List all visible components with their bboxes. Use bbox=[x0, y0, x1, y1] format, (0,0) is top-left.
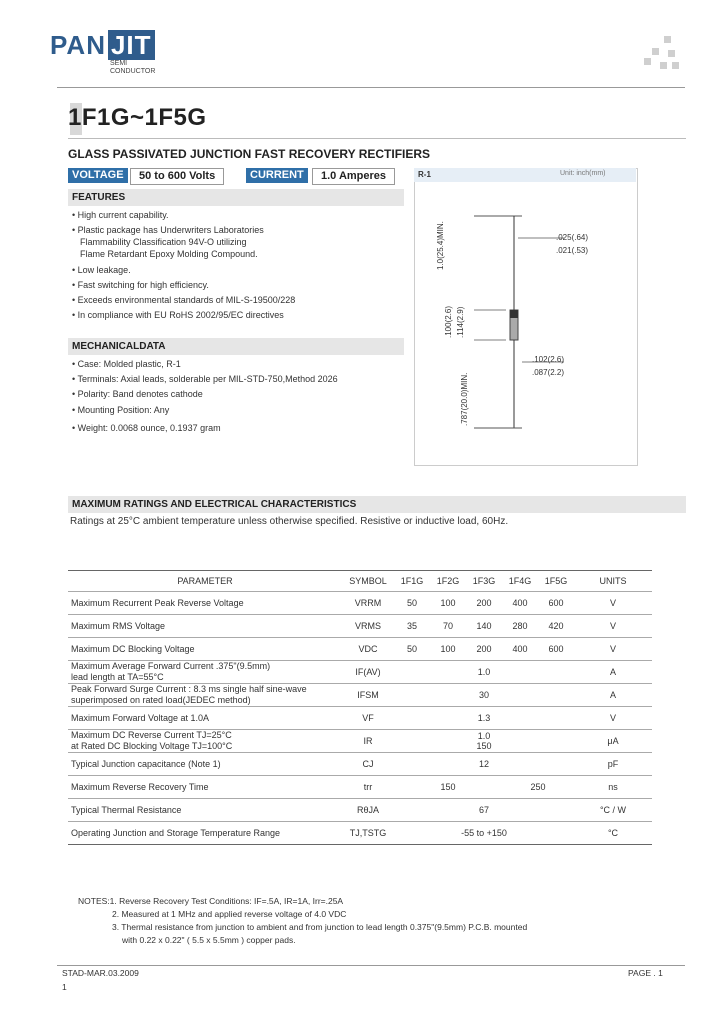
value-cell: 100 bbox=[430, 638, 466, 661]
table-row bbox=[68, 615, 652, 638]
col-header: UNITS bbox=[574, 571, 652, 592]
symbol-cell: IFSM bbox=[342, 684, 394, 707]
feature-item: • In compliance with EU RoHS 2002/95/EC directives bbox=[72, 310, 284, 320]
table-row bbox=[68, 707, 652, 730]
table-row bbox=[68, 638, 652, 661]
part-number: 1F1G~1F5G bbox=[68, 104, 207, 131]
dim-body-dia-a: .102(2.6) bbox=[532, 355, 565, 364]
unit-cell: V bbox=[574, 592, 652, 615]
value-cell: -55 to +150 bbox=[394, 822, 574, 845]
value-cell: 35 bbox=[394, 615, 430, 638]
mechanical-item: • Weight: 0.0068 ounce, 0.1937 gram bbox=[72, 423, 221, 433]
notes-block bbox=[78, 895, 527, 947]
unit-cell: μA bbox=[574, 730, 652, 753]
param-cell: Maximum Recurrent Peak Reverse Voltage bbox=[68, 592, 342, 615]
table-row bbox=[68, 730, 652, 753]
doc-subtitle: GLASS PASSIVATED JUNCTION FAST RECOVERY RECTIFIERS bbox=[68, 147, 431, 161]
dim-body-len-b: .114(2.9) bbox=[456, 306, 465, 338]
col-header: 1F1G bbox=[394, 571, 430, 592]
value-cell: 280 bbox=[502, 615, 538, 638]
ratings-table bbox=[68, 570, 652, 845]
col-header: SYMBOL bbox=[342, 571, 394, 592]
mechanical-item: • Terminals: Axial leads, solderable per MIL-STD-750,Method 2026 bbox=[72, 374, 338, 384]
param-cell: Maximum DC Blocking Voltage bbox=[68, 638, 342, 661]
feature-item: • Exceeds environmental standards of MIL-S-19500/228 bbox=[72, 295, 296, 305]
symbol-cell: TJ,TSTG bbox=[342, 822, 394, 845]
dim-body-len-a: .100(2.6) bbox=[444, 305, 453, 338]
value-cell: 50 bbox=[394, 592, 430, 615]
unit-cell: V bbox=[574, 707, 652, 730]
symbol-cell: VRMS bbox=[342, 615, 394, 638]
param-cell: Operating Junction and Storage Temperature Range bbox=[68, 822, 342, 845]
unit-cell: V bbox=[574, 615, 652, 638]
dim-body-dia-b: .087(2.2) bbox=[532, 368, 565, 377]
param-cell: Typical Junction capacitance (Note 1) bbox=[68, 753, 342, 776]
header-rule bbox=[57, 87, 685, 88]
symbol-cell: VF bbox=[342, 707, 394, 730]
table-row bbox=[68, 661, 652, 684]
note-line: with 0.22 x 0.22" ( 5.5 x 5.5mm ) copper pads. bbox=[122, 935, 296, 945]
symbol-cell: VDC bbox=[342, 638, 394, 661]
unit-cell: A bbox=[574, 684, 652, 707]
feature-item: Flame Retardant Epoxy Molding Compound. bbox=[80, 249, 258, 259]
symbol-cell: VRRM bbox=[342, 592, 394, 615]
col-header: PARAMETER bbox=[68, 571, 342, 592]
feature-item: • Low leakage. bbox=[72, 265, 131, 275]
col-header: 1F4G bbox=[502, 571, 538, 592]
value-cell: 12 bbox=[394, 753, 574, 776]
footer-rule bbox=[57, 965, 685, 966]
table-row bbox=[68, 822, 652, 845]
unit-cell: pF bbox=[574, 753, 652, 776]
value-cell: 420 bbox=[538, 615, 574, 638]
current-label: CURRENT bbox=[246, 168, 308, 183]
package-units: Unit: inch(mm) bbox=[560, 170, 606, 177]
value-cell: 100 bbox=[430, 592, 466, 615]
table-row bbox=[68, 753, 652, 776]
value-cell: 1.0 bbox=[394, 661, 574, 684]
value-cell: 600 bbox=[538, 638, 574, 661]
value-cell: 1.0 150 bbox=[394, 730, 574, 753]
value-cell: 150 bbox=[394, 776, 502, 799]
symbol-cell: CJ bbox=[342, 753, 394, 776]
corner-decoration bbox=[640, 32, 680, 72]
param-cell: Maximum DC Reverse Current TJ=25°C at Rated DC Blocking Voltage TJ=100°C bbox=[68, 730, 342, 753]
col-header: 1F2G bbox=[430, 571, 466, 592]
current-value: 1.0 Amperes bbox=[312, 168, 395, 185]
param-cell: Peak Forward Surge Current : 8.3 ms single half sine-wave superimposed on rated load(JEDEC method) bbox=[68, 684, 342, 707]
unit-cell: °C bbox=[574, 822, 652, 845]
value-cell: 140 bbox=[466, 615, 502, 638]
table-row bbox=[68, 799, 652, 822]
feature-item: • Fast switching for high efficiency. bbox=[72, 280, 209, 290]
value-cell: 400 bbox=[502, 592, 538, 615]
dim-lead-bot: .787(20.0)MIN. bbox=[460, 372, 469, 426]
value-cell: 200 bbox=[466, 638, 502, 661]
unit-cell: V bbox=[574, 638, 652, 661]
note-line: 3. Thermal resistance from junction to ambient and from junction to lead length 0.375"(9.5mm) P.C.B. mounted bbox=[112, 922, 528, 932]
feature-item: • High current capability. bbox=[72, 210, 169, 220]
table-row bbox=[68, 684, 652, 707]
voltage-value: 50 to 600 Volts bbox=[130, 168, 224, 185]
title-rule bbox=[68, 138, 686, 139]
param-cell: Maximum Average Forward Current .375"(9.5mm) lead length at TA=55°C bbox=[68, 661, 342, 684]
package-name: R-1 bbox=[418, 170, 431, 179]
brand-subtitle: SEMI CONDUCTOR bbox=[110, 60, 156, 75]
brand-logo: PAN JIT bbox=[50, 30, 155, 61]
symbol-cell: trr bbox=[342, 776, 394, 799]
feature-item: • Plastic package has Underwriters Laboratories bbox=[72, 225, 264, 235]
ratings-note: Ratings at 25°C ambient temperature unless otherwise specified. Resistive or inductive load, 60Hz. bbox=[70, 516, 509, 527]
symbol-cell: IR bbox=[342, 730, 394, 753]
footer-page: PAGE . 1 bbox=[628, 968, 663, 978]
note-line: NOTES:1. Reverse Recovery Test Conditions: IF=.5A, IR=1A, Irr=.25A bbox=[78, 896, 344, 906]
unit-cell: A bbox=[574, 661, 652, 684]
value-cell: 1.3 bbox=[394, 707, 574, 730]
table-row bbox=[68, 592, 652, 615]
voltage-label: VOLTAGE bbox=[68, 168, 128, 183]
footer-date: STAD-MAR.03.2009 bbox=[62, 968, 139, 978]
value-cell: 30 bbox=[394, 684, 574, 707]
value-cell: 600 bbox=[538, 592, 574, 615]
mechanical-heading: MECHANICALDATA bbox=[68, 338, 404, 355]
table-row bbox=[68, 776, 652, 799]
dim-lead-top: 1.0(25.4)MIN. bbox=[436, 221, 445, 270]
feature-item: Flammability Classification 94V-O utilizing bbox=[80, 237, 247, 247]
param-cell: Maximum Reverse Recovery Time bbox=[68, 776, 342, 799]
dim-lead-dia-b: .021(.53) bbox=[556, 246, 589, 255]
table-header-row bbox=[68, 571, 652, 592]
features-heading: FEATURES bbox=[68, 189, 404, 206]
unit-cell: ns bbox=[574, 776, 652, 799]
param-cell: Maximum RMS Voltage bbox=[68, 615, 342, 638]
mechanical-item: • Mounting Position: Any bbox=[72, 405, 170, 415]
symbol-cell: IF(AV) bbox=[342, 661, 394, 684]
value-cell: 250 bbox=[502, 776, 574, 799]
value-cell: 67 bbox=[394, 799, 574, 822]
note-line: 2. Measured at 1 MHz and applied reverse voltage of 4.0 VDC bbox=[112, 909, 347, 919]
value-cell: 70 bbox=[430, 615, 466, 638]
col-header: 1F5G bbox=[538, 571, 574, 592]
ratings-heading: MAXIMUM RATINGS AND ELECTRICAL CHARACTERISTICS bbox=[68, 496, 686, 513]
value-cell: 200 bbox=[466, 592, 502, 615]
param-cell: Typical Thermal Resistance bbox=[68, 799, 342, 822]
mechanical-item: • Polarity: Band denotes cathode bbox=[72, 389, 203, 399]
col-header: 1F3G bbox=[466, 571, 502, 592]
dim-lead-dia-a: .025(.64) bbox=[556, 233, 589, 242]
unit-cell: °C / W bbox=[574, 799, 652, 822]
value-cell: 400 bbox=[502, 638, 538, 661]
footer-number: 1 bbox=[62, 982, 67, 992]
mechanical-item: • Case: Molded plastic, R-1 bbox=[72, 359, 181, 369]
symbol-cell: RθJA bbox=[342, 799, 394, 822]
param-cell: Maximum Forward Voltage at 1.0A bbox=[68, 707, 342, 730]
value-cell: 50 bbox=[394, 638, 430, 661]
